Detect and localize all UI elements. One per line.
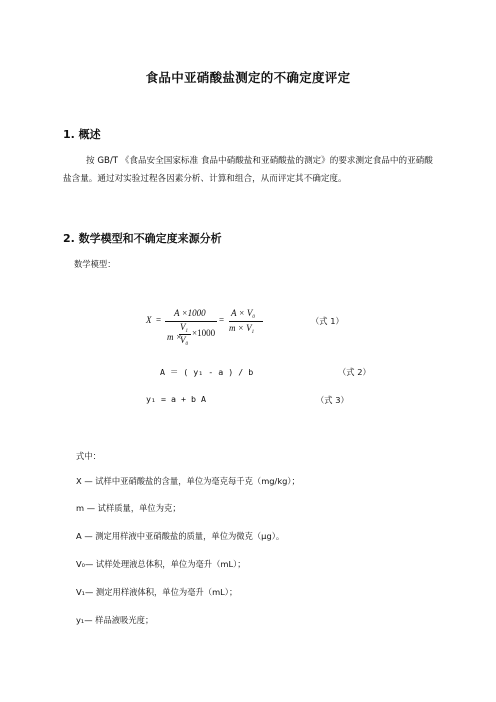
formula-1 [146,308,266,358]
formula-1-eq: = [156,315,162,325]
legend-item-m: m — 试样质量，单位为克； [76,503,181,513]
model-label: 数学模型： [74,259,116,269]
formula-1-den1-v1: $V_1$ [180,322,188,334]
overview-paragraph [63,152,435,188]
legend-item-x: X — 试样中亚硝酸盐的含量，单位为毫克每千克（mg/kg）； [76,476,300,486]
formula-2-label: （式 2） [338,367,371,377]
formula-1-den2: $m \times V_1$ [229,323,255,335]
formula-2: A ＝ ( y₁ - a ) / b [160,367,254,377]
legend-item-v0: V₀— 试样处理液总体积，单位为毫升（mL）； [76,559,246,569]
formula-1-den1-v0: $V_0$ [180,335,188,347]
formula-1-num1: A ×1000 [174,308,206,318]
formula-1-eq2: = [219,315,225,325]
legend-item-y1: y₁— 样品液吸光度； [76,615,154,625]
formula-1-label: （式 1） [311,316,344,326]
page-title: 食品中亚硝酸盐测定的不确定度评定 [145,70,351,85]
formula-1-num2: $A \times V_0$ [231,308,255,320]
formula-3-label: （式 3） [316,395,349,405]
formula-1-fraction-1 [165,308,217,354]
formula-1-fraction-2 [229,308,263,338]
legend-intro: 式中： [76,451,101,461]
legend-item-a: A — 测定用样液中亚硝酸盐的质量，单位为微克（μg）。 [76,531,285,541]
section-heading-overview: 1. 概述 [63,128,101,141]
formula-1-lhs: X [146,315,152,325]
legend-item-v1: V₁— 测定用样液体积，单位为毫升（mL）； [76,587,238,597]
formula-1-den1-right: ×1000 [192,328,216,338]
formula-1-den1-m: m × [167,332,182,342]
overview-text: 按 GB/T 《食品安全国家标准 食品中硝酸盐和亚硝酸盐的测定》的要求测定食品中的亚硝酸盐含量。通过对实验过程各因素分析、计算和组合，从而评定其不确定度。 [63,156,433,184]
formula-3: y₁ = a + b A [146,394,206,404]
section-heading-model: 2. 数学模型和不确定度来源分析 [63,232,222,245]
